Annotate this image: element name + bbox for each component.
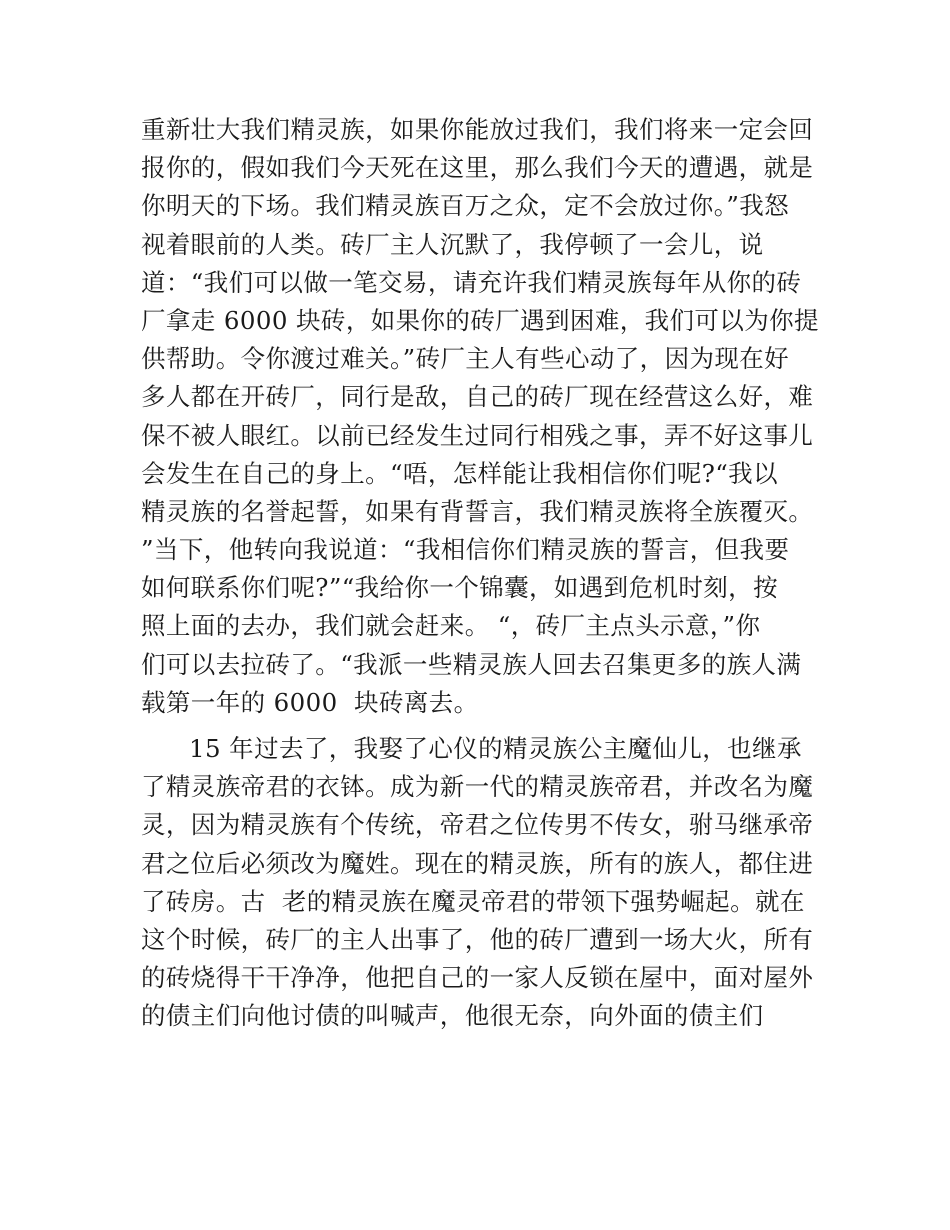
text-line: 报你的，假如我们今天死在这里，那么我们今天的遭遇，就是 <box>141 153 814 183</box>
text-line: 们可以去拉砖了。“我派一些精灵族人回去召集更多的族人满 <box>141 649 802 679</box>
text-line: 供帮助。令你渡过难关。”砖厂主人有些心动了，因为现在好 <box>141 344 790 374</box>
text-line: 厂拿走 6000 块砖，如果你的砖厂遇到困难，我们可以为你提 <box>141 305 819 335</box>
text-line: 的债主们向他讨债的叫喊声，他很无奈，向外面的债主们 <box>141 1001 764 1031</box>
text-line: 保不被人眼红。以前已经发生过同行相残之事，弄不好这事儿 <box>141 420 814 450</box>
text-line: 重新壮大我们精灵族，如果你能放过我们，我们将来一定会回 <box>141 115 814 144</box>
text-line: ”当下，他转向我说道：“我相信你们精灵族的誓言，但我要 <box>141 535 790 565</box>
text-line: 道：“我们可以做一笔交易，请充许我们精灵族每年从你的砖 <box>141 267 802 297</box>
text-line: 多人都在开砖厂，同行是敌，自己的砖厂现在经营这么好，难 <box>141 382 814 412</box>
text-line: 载第一年的 6000 块砖离去。 <box>141 687 479 717</box>
text-line: 灵，因为精灵族有个传统，帝君之位传男不传女，驸马继承帝 <box>141 810 814 840</box>
text-line: 这个时候，砖厂的主人出事了，他的砖厂遭到一场大火，所有 <box>141 924 814 954</box>
text-line: 的砖烧得干干净净，他把自己的一家人反锁在屋中，面对屋外 <box>141 963 814 993</box>
text-line: 了砖房。古 老的精灵族在魔灵帝君的带领下强势崛起。就在 <box>141 886 805 916</box>
text-line: 照上面的去办，我们就会赶来。 “，砖厂主点头示意，”你 <box>141 611 761 641</box>
text-line: 视着眼前的人类。砖厂主人沉默了，我停顿了一会儿，说 <box>141 229 764 259</box>
paragraph-2 <box>141 730 821 1036</box>
body-text <box>141 111 821 1036</box>
text-line: 你明天的下场。我们精灵族百万之众，定不会放过你。”我怒 <box>141 191 790 221</box>
text-line: 会发生在自己的身上。“唔，怎样能让我相信你们呢?“我以 <box>141 458 778 488</box>
text-line: 了精灵族帝君的衣钵。成为新一代的精灵族帝君，并改名为魔 <box>141 772 814 802</box>
text-line: 君之位后必须改为魔姓。现在的精灵族，所有的族人，都住进 <box>141 848 814 878</box>
text-line: 如何联系你们呢?”“我给你一个锦囊，如遇到危机时刻，按 <box>141 573 778 603</box>
paragraph-spacer <box>141 722 821 730</box>
text-line: 精灵族的名誉起誓，如果有背誓言，我们精灵族将全族覆灭。 <box>141 496 814 526</box>
paragraph-1 <box>141 111 821 722</box>
text-line: 15 年过去了，我娶了心仪的精灵族公主魔仙儿，也继承 <box>189 734 802 763</box>
